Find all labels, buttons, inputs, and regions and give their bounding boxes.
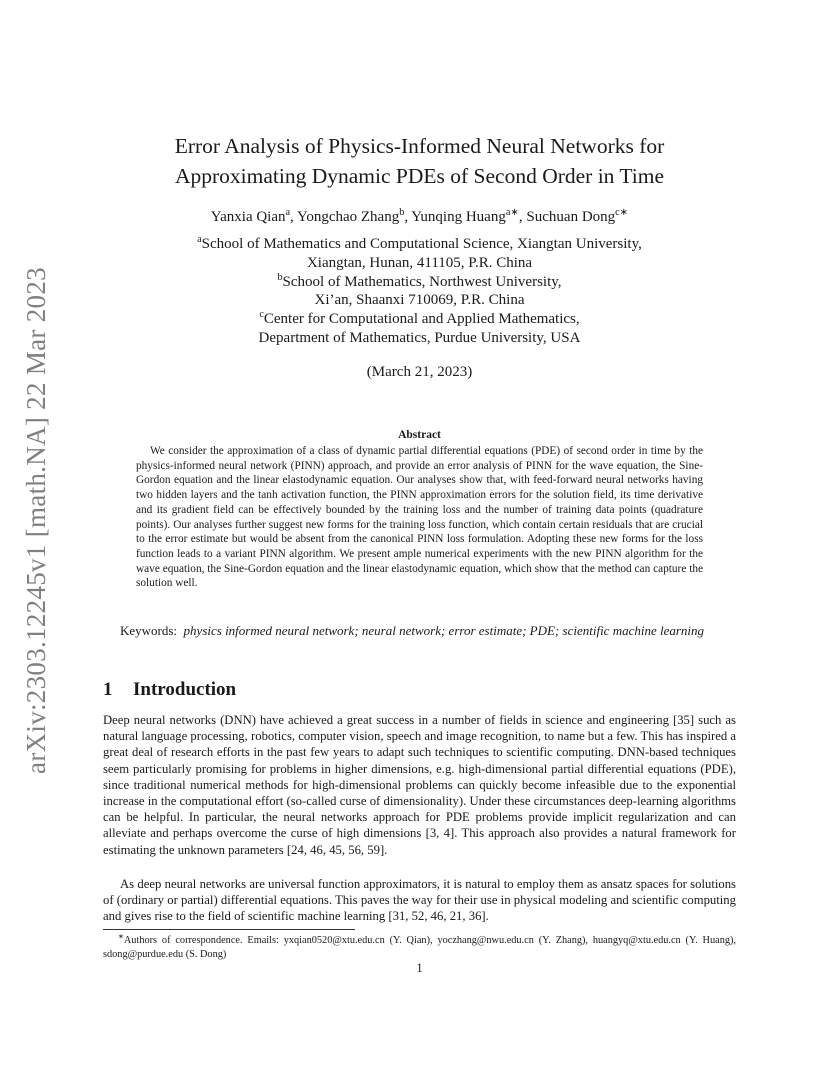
author-name: Suchuan Dong (526, 209, 616, 225)
footnote-mark: ∗ (118, 932, 124, 941)
page-number: 1 (416, 961, 423, 975)
intro-paragraph-1: Deep neural networks (DNN) have achieved a great success in a number of fields in science and engineering [35] such as natural language processing, robotics, computer vision, speech and image recognition, to name but a few. This has inspired a great deal of research efforts in the past few years to adapt such techniques to scientific computing. DNN-based techniques seem particularly promising for problems in higher dimensions, e.g. high-dimensional partial differential equations (PDE), since traditional numerical methods for high-dimensional problems can quickly become infeasible due to the exponential increase in the computational effort (so-called curse of dimensionality). Under these circumstances deep-learning algorithms can be helpful. In particular, the neural networks approach for PDE problems provide implicit regularization and can alleviate and perhaps overcome the curse of high dimensions [3, 4]. This approach also provides a natural framework for estimating the unknown parameters [24, 46, 45, 56, 59]. (103, 713, 736, 857)
footnote-rule (103, 929, 355, 930)
author-name: Yunqing Huang (411, 209, 506, 225)
affiliation-c-line-1 (103, 310, 736, 329)
paper-title (103, 131, 736, 191)
author-separator: , (404, 209, 412, 225)
keywords-items: physics informed neural network; neural network; error estimate; PDE; scientific machine learning (183, 623, 705, 638)
affiliation-text: School of Mathematics, Northwest University, (282, 273, 562, 290)
author-separator: , (518, 209, 527, 225)
section-title: Introduction (133, 679, 237, 700)
affiliation-list (103, 235, 736, 348)
author-affiliation-mark: c∗ (615, 207, 629, 218)
affiliation-text: School of Mathematics and Computational Science, Xiangtan University, (201, 236, 642, 252)
section-heading (103, 678, 236, 702)
affiliation-mark: a (197, 234, 202, 245)
author-affiliation-mark: a (285, 207, 291, 218)
affiliation-mark: b (277, 271, 283, 283)
section-number: 1 (103, 679, 113, 700)
keywords-label: Keywords: (120, 623, 178, 638)
paper-title-line-1: Error Analysis of Physics-Informed Neural Networks for (174, 134, 665, 158)
paper-title-line-2: Approximating Dynamic PDEs of Second Order in Time (174, 164, 665, 188)
keywords-paragraph (103, 622, 736, 640)
affiliation-c-line-2: Department of Mathematics, Purdue University, USA (258, 329, 581, 346)
footnote (103, 934, 736, 961)
abstract-heading: Abstract (398, 429, 441, 441)
affiliation-b-line-1 (103, 273, 736, 292)
arxiv-identifier-stamp (10, 240, 62, 800)
intro-paragraph-2: As deep neural networks are universal function approximators, it is natural to employ them as ansatz spaces for solutions of (ordinary or partial) differential equations. This paves the way for their use in physical modeling and scientific computing and gives rise to the field of scientific machine learning [31, 52, 46, 21, 36]. (103, 877, 736, 924)
author-name: Yanxia Qian (210, 209, 286, 225)
affiliation-text: Center for Computational and Applied Mathematics, (263, 311, 580, 328)
affiliation-mark: c (259, 309, 264, 321)
affiliation-a-line-1 (103, 235, 736, 254)
affiliation-a-line-2: Xiangtan, Hunan, 411105, P.R. China (306, 254, 533, 271)
footnote-text: Authors of correspondence. Emails: yxqian0520@xtu.edu.cn (Y. Qian), yoczhang@nwu.edu.cn (Y. Zhang), huangyq@xtu.edu.cn (Y. Huang), sdong@purdue.edu (S. Dong) (103, 935, 736, 960)
abstract-text: We consider the approximation of a class of dynamic partial differential equations (PDE) of second order in time by the physics-informed neural network (PINN) approach, and provide an error analysis of PINN for the wave equation, the Sine-Gordon equation and the linear elastodynamic equation. Our analyses show that, with feed-forward neural networks having two hidden layers and the tanh activation function, the PINN approximation errors for the solution field, its time derivative and its gradient field can be effectively bounded by the training loss and the number of training data points (quadrature points). Our analyses further suggest new forms for the training loss function, which contain certain residuals that are crucial to the error estimate but would be absent from the canonical PINN loss formulation. Adopting these new forms for the loss function leads to a variant PINN algorithm. We present ample numerical experiments with the new PINN algorithm for the wave equation, the Sine-Gordon equation and the linear elastodynamic equation, which show that the method can capture the solution well. (136, 445, 703, 590)
author-name: Yongchao Zhang (297, 209, 400, 225)
author-list (103, 207, 736, 227)
affiliation-b-line-2: Xi’an, Shaanxi 710069, P.R. China (314, 292, 525, 309)
arxiv-identifier-text: arXiv:2303.12245v1 [math.NA] 22 Mar 2023 (20, 266, 51, 774)
author-affiliation-mark: a∗ (505, 207, 519, 218)
paper-date: (March 21, 2023) (366, 364, 473, 380)
author-separator: , (290, 209, 297, 225)
author-affiliation-mark: b (399, 207, 405, 218)
